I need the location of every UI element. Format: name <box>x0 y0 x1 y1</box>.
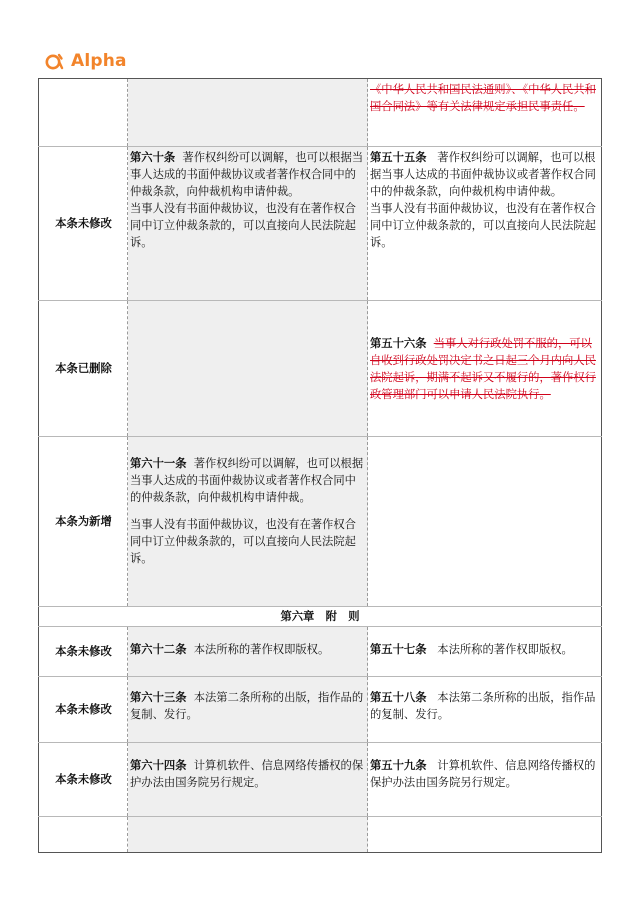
article-text: 计算机软件、信息网络传播权的保护办法由国务院另行规定。 <box>370 759 596 789</box>
article-number: 第六十四条 <box>130 758 187 772</box>
old-article-cell <box>368 437 602 607</box>
article-text: 当事人没有书面仲裁协议，也没有在著作权合同中订立仲裁条款的，可以直接向人民法院起诉。 <box>130 518 356 565</box>
old-article-cell <box>368 147 602 301</box>
article-text: 当事人没有书面仲裁协议，也没有在著作权合同中订立仲裁条款的，可以直接向人民法院起诉。 <box>370 202 596 249</box>
new-article-cell <box>128 147 368 301</box>
article-text: 著作权纠纷可以调解，也可以根据当事人达成的书面仲裁协议或者著作权合同中的仲裁条款，向仲裁机构申请仲裁。 <box>370 151 596 198</box>
status-cell <box>39 79 128 147</box>
old-article-cell <box>368 743 602 817</box>
old-article-cell <box>368 627 602 677</box>
article-text: 本法所称的著作权即版权。 <box>437 643 573 656</box>
article-number: 第五十五条 <box>370 150 427 164</box>
new-article-cell <box>128 677 368 743</box>
new-article-cell <box>128 627 368 677</box>
article-text: 本法所称的著作权即版权。 <box>193 643 330 656</box>
status-cell: 本条已删除 <box>39 301 128 437</box>
old-article-cell <box>368 677 602 743</box>
table-row <box>39 743 602 817</box>
article-number: 第六十一条 <box>130 456 187 470</box>
new-article-cell <box>128 79 368 147</box>
deleted-text: 《中华人民共和国民法通则》、《中华人民共和国合同法》等有关法律规定承担民事责任。 <box>370 83 596 113</box>
table-row <box>39 79 602 147</box>
article-number: 第六十三条 <box>130 690 187 704</box>
article-text: 当事人没有书面仲裁协议，也没有在著作权合同中订立仲裁条款的，可以直接向人民法院起诉。 <box>130 202 356 249</box>
status-cell <box>39 817 128 853</box>
article-number: 第五十七条 <box>370 642 427 656</box>
article-text: 本法第二条所称的出版，指作品的复制、发行。 <box>370 691 596 721</box>
old-article-cell <box>368 79 602 147</box>
comparison-table <box>38 78 602 853</box>
table-row <box>39 147 602 301</box>
status-cell: 本条未修改 <box>39 147 128 301</box>
old-article-cell <box>368 301 602 437</box>
new-article-cell <box>128 437 368 607</box>
table-row <box>39 817 602 853</box>
article-number: 第六十二条 <box>130 642 187 656</box>
table-row <box>39 437 602 607</box>
article-text: 本法第二条所称的出版，指作品的复制、发行。 <box>130 691 364 721</box>
brand-name: Alpha <box>71 51 127 71</box>
article-text: 著作权纠纷可以调解，也可以根据当事人达成的书面仲裁协议或者著作权合同中的仲裁条款，向仲裁机构申请仲裁。 <box>130 457 364 504</box>
alpha-logo-icon <box>44 51 64 71</box>
old-article-cell <box>368 817 602 853</box>
status-cell: 本条未修改 <box>39 743 128 817</box>
article-number: 第六十条 <box>130 150 176 164</box>
table-row <box>39 301 602 437</box>
new-article-cell <box>128 301 368 437</box>
article-number: 第五十六条 <box>370 335 427 350</box>
table-row <box>39 627 602 677</box>
chapter-heading: 第六章 附 则 <box>39 607 602 627</box>
article-text: 计算机软件、信息网络传播权的保护办法由国务院另行规定。 <box>130 759 364 789</box>
table-row <box>39 677 602 743</box>
deleted-text: 当事人对行政处罚不服的，可以自收到行政处罚决定书之日起三个月内向人民法院起诉，期满不起诉又不履行的，著作权行政管理部门可以申请人民法院执行。 <box>370 336 596 401</box>
status-cell: 本条未修改 <box>39 627 128 677</box>
status-cell: 本条未修改 <box>39 677 128 743</box>
article-number: 第五十九条 <box>370 758 427 772</box>
article-number: 第五十八条 <box>370 690 427 704</box>
new-article-cell <box>128 743 368 817</box>
article-text: 著作权纠纷可以调解，也可以根据当事人达成的书面仲裁协议或者著作权合同中的仲裁条款，向仲裁机构申请仲裁。 <box>130 151 364 198</box>
chapter-heading-row <box>39 607 602 627</box>
status-cell: 本条为新增 <box>39 437 128 607</box>
new-article-cell <box>128 817 368 853</box>
brand-logo <box>44 50 127 72</box>
